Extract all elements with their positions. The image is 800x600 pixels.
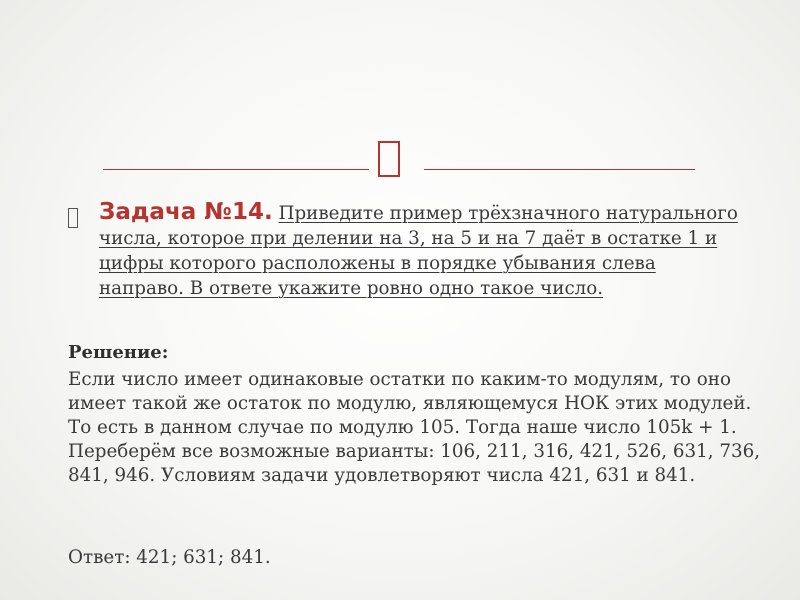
task-body: Приведите пример трёхзначного натурального числа, которое при делении на 3, на 5 и на 7 даёт в остатке 1 и цифры которого расположены в порядке убывания слева направо. В ответе укажите ровно одно такое число. <box>99 203 738 299</box>
task-paragraph <box>99 200 738 301</box>
bullet-icon <box>68 208 78 228</box>
task-block <box>68 200 738 301</box>
task-title: Задача №14. <box>99 199 273 225</box>
solution-heading: Решение: <box>68 342 169 363</box>
divider-line-right <box>424 169 695 170</box>
divider-line-left <box>103 169 369 170</box>
solution-block <box>68 341 768 488</box>
answer-text: Ответ: 421; 631; 841. <box>68 547 271 568</box>
ornament-icon <box>378 141 400 177</box>
title-divider <box>0 135 800 185</box>
solution-text: Если число имеет одинаковые остатки по каким-то модулям, то оно имеет такой же остаток по модулю, являющемуся НОК этих модулей. То есть в данном случае по модулю 105. Тогда наше число 105k + 1. Переберём все возможные варианты: 106, 211, 316, 421, 526, 631, 736, 841, 946. Условиям задачи удовлетворяют числа 421, 631 и 841. <box>68 369 761 486</box>
